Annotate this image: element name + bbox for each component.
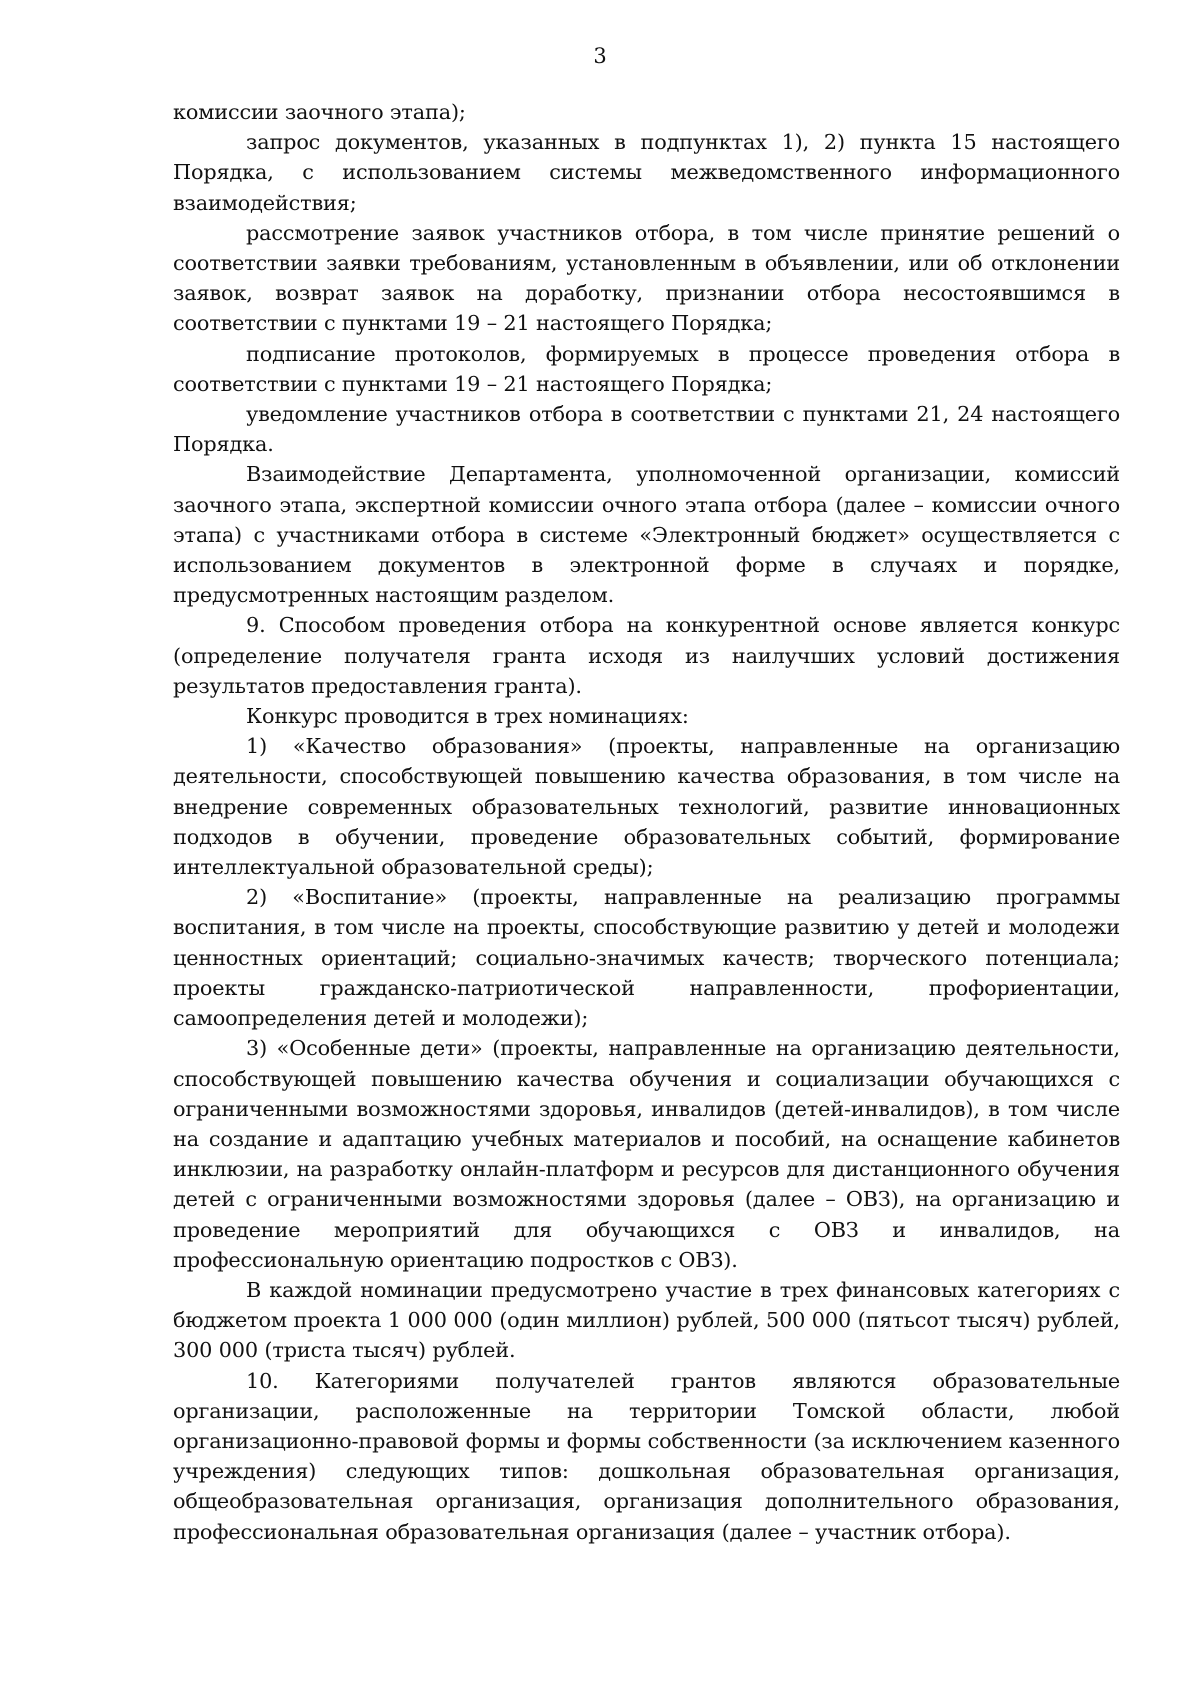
page-number: 3 bbox=[593, 44, 607, 68]
paragraph: комиссии заочного этапа); bbox=[173, 100, 466, 124]
paragraph: 9. Способом проведения отбора на конкурентной основе является конкурс (определение получателя гранта исходя из наилучших условий достижения результатов предоставления гранта). bbox=[173, 613, 1120, 698]
paragraph: рассмотрение заявок участников отбора, в том числе принятие решений о соответствии заявки требованиям, установленным в объявлении, или об отклонении заявок, возврат заявок на доработку, признании отбора несостоявшимся в соответствии с пунктами 19 – 21 настоящего Порядка; bbox=[173, 220, 1120, 336]
paragraph: Взаимодействие Департамента, уполномоченной организации, комиссий заочного этапа, экспертной комиссии очного этапа отбора (далее – комиссии очного этапа) с участниками отбора в системе «Электронный бюджет» осуществляется с использованием документов в электронной форме в случаях и порядке, предусмотренных настоящим разделом. bbox=[173, 462, 1120, 608]
paragraph: 3) «Особенные дети» (проекты, направленные на организацию деятельности, способствующей повышению качества обучения и социализации обучающихся с ограниченными возможностями здоровья, инвалидов (детей-инвалидов), в том числе на создание и адаптацию учебных материалов и пособий, на оснащение кабинетов инклюзии, на разработку онлайн-платформ и ресурсов для дистанционного обучения детей с ограниченными возможностями здоровья (далее – ОВЗ), на организацию и проведение мероприятий для обучающихся с ОВЗ и инвалидов, на профессиональную ориентацию подростков с ОВЗ). bbox=[173, 1036, 1120, 1272]
paragraph: 1) «Качество образования» (проекты, направленные на организацию деятельности, способствующей повышению качества образования, в том числе на внедрение современных образовательных технологий, развитие инновационных подходов в обучении, проведение образовательных событий, формирование интеллектуальной образовательной среды); bbox=[173, 734, 1120, 880]
paragraph: Конкурс проводится в трех номинациях: bbox=[246, 704, 689, 729]
paragraph: подписание протоколов, формируемых в процессе проведения отбора в соответствии с пунктами 19 – 21 настоящего Порядка; bbox=[173, 341, 1120, 396]
paragraph: запрос документов, указанных в подпунктах 1), 2) пункта 15 настоящего Порядка, с использованием системы межведомственного информационного взаимодействия; bbox=[173, 130, 1120, 215]
paragraph: 10. Категориями получателей грантов являются образовательные организации, расположенные на территории Томской области, любой организационно-правовой формы и формы собственности (за исключением казенного учреждения) следующих типов: дошкольная образовательная организация, общеобразовательная организация, организация дополнительного образования, профессиональная образовательная организация (далее – участник отбора). bbox=[173, 1368, 1120, 1544]
paragraph: уведомление участников отбора в соответствии с пунктами 21, 24 настоящего Порядка. bbox=[173, 402, 1120, 457]
paragraph: 2) «Воспитание» (проекты, направленные на реализацию программы воспитания, в том числе на проекты, способствующие развитию у детей и молодежи ценностных ориентаций; социально-значимых качеств; творческого потенциала; проекты гражданско-патриотической направленности, профориентации, самоопределения детей и молодежи); bbox=[173, 885, 1120, 1031]
paragraph: В каждой номинации предусмотрено участие в трех финансовых категориях с бюджетом проекта 1 000 000 (один миллион) рублей, 500 000 (пятьсот тысяч) рублей, 300 000 (триста тысяч) рублей. bbox=[173, 1277, 1120, 1363]
document-body bbox=[173, 97, 1120, 1547]
